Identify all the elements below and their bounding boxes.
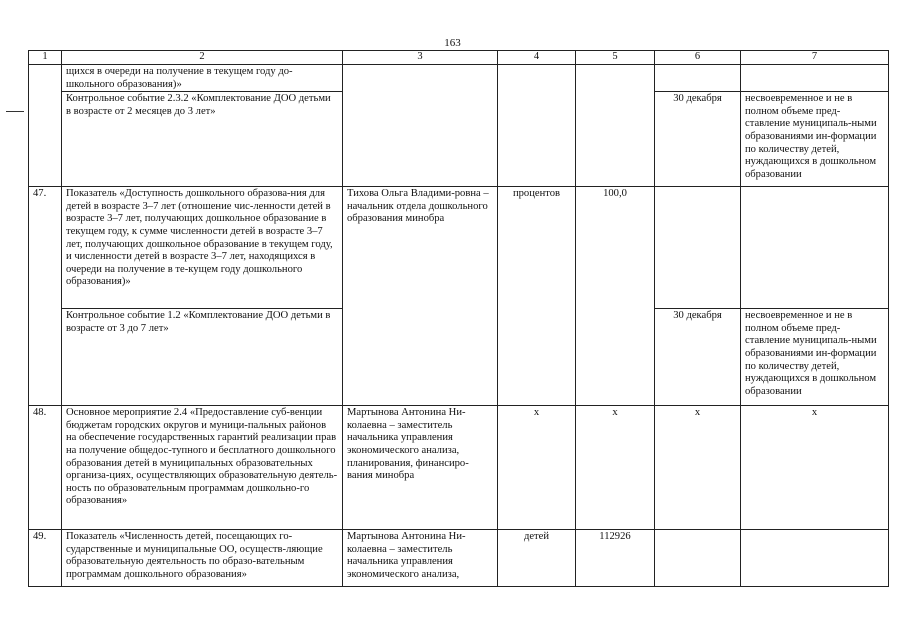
row-number-cell: 47.	[29, 187, 62, 406]
risk-cell	[741, 65, 889, 92]
date-cell: х	[655, 406, 741, 530]
unit-cell: детей	[498, 530, 576, 587]
value-cell: 100,0	[576, 187, 655, 406]
header-cell: 1	[29, 51, 62, 65]
date-cell	[655, 65, 741, 92]
unit-cell: процентов	[498, 187, 576, 406]
page-number: 163	[444, 37, 461, 49]
row-number-cell: 48.	[29, 406, 62, 530]
description-cell: Основное мероприятие 2.4 «Предоставление суб-венции бюджетам городских округов и муници-пальных районов на обеспечение государственных гарантий реализации прав на получение общедос-тупного и бесплатного дошкольного образования детей в муниципальных образовательных организа-циях, осуществляющих образовательную деятель-ность по образовательным программам дошкольно-го образования»	[62, 406, 343, 530]
description-cell: Показатель «Доступность дошкольного образова-ния для детей в возрасте 3–7 лет (отношение чис-ленности детей в возрасте 3–7 лет, получающих дошкольное образование в текущем году, к сумме численности детей в возрасте 3–7 лет, получающих дошкольное образование в текущем году, и численности детей в возрасте 3–7 лет, находящихся в очереди на получение в те-кущем году дошкольного образования)»	[62, 187, 343, 309]
responsible-cell	[343, 65, 498, 187]
responsible-cell: Мартынова Антонина Ни-колаевна – заместитель начальника управления экономического анализа,	[343, 530, 498, 587]
date-cell	[655, 530, 741, 587]
responsible-cell: Мартынова Антонина Ни-колаевна – заместитель начальника управления экономического анализа, планирования, финансиро-вания минобра	[343, 406, 498, 530]
responsible-cell: Тихова Ольга Владими-ровна – начальник отдела дошкольного образования минобра	[343, 187, 498, 406]
date-cell: 30 декабря	[655, 309, 741, 406]
unit-cell	[498, 65, 576, 187]
row-number-cell	[29, 65, 62, 187]
margin-mark	[6, 111, 24, 112]
value-cell	[576, 65, 655, 187]
header-cell: 3	[343, 51, 498, 65]
header-cell: 2	[62, 51, 343, 65]
description-cell: Контрольное событие 2.3.2 «Комплектование ДОО детьми в возрасте от 2 месяцев до 3 лет»	[62, 92, 343, 187]
plan-table	[28, 50, 889, 587]
header-cell: 4	[498, 51, 576, 65]
risk-cell	[741, 530, 889, 587]
risk-cell: несвоевременное и не в полном объеме пред-ставление муниципаль-ными образованиями ин-формации по количеству детей, нуждающихся в дошкольном образовании	[741, 92, 889, 187]
unit-cell: х	[498, 406, 576, 530]
date-cell: 30 декабря	[655, 92, 741, 187]
row-number-cell: 49.	[29, 530, 62, 587]
header-cell: 6	[655, 51, 741, 65]
risk-cell	[741, 187, 889, 309]
header-cell: 7	[741, 51, 889, 65]
value-cell: х	[576, 406, 655, 530]
date-cell	[655, 187, 741, 309]
header-cell: 5	[576, 51, 655, 65]
table-header-row	[29, 51, 889, 65]
description-cell: щихся в очереди на получение в текущем году до-школьного образования)»	[62, 65, 343, 92]
description-cell: Показатель «Численность детей, посещающих го-сударственные и муниципальные ОО, осуществ-ляющие образовательную деятельность по образо-вательным программам дошкольного образования»	[62, 530, 343, 587]
value-cell: 112926	[576, 530, 655, 587]
description-cell: Контрольное событие 1.2 «Комплектование ДОО детьми в возрасте от 3 до 7 лет»	[62, 309, 343, 406]
table-row	[29, 65, 889, 92]
table-row	[29, 406, 889, 530]
risk-cell: х	[741, 406, 889, 530]
risk-cell: несвоевременное и не в полном объеме пред-ставление муниципаль-ными образованиями ин-формации по количеству детей, нуждающихся в дошкольном образовании	[741, 309, 889, 406]
table-row	[29, 530, 889, 587]
table-row	[29, 187, 889, 309]
